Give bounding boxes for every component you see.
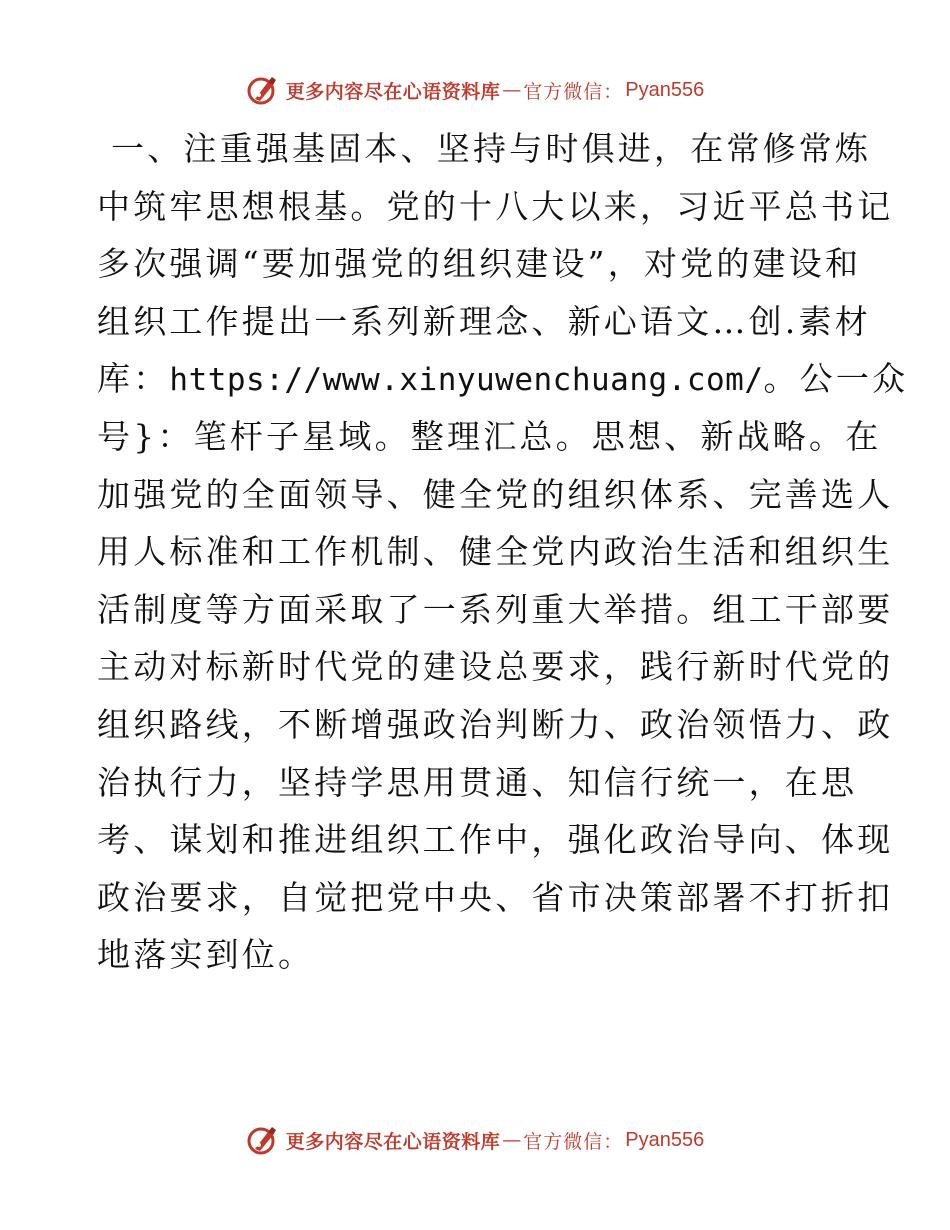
document-paragraph xyxy=(97,120,909,984)
paragraph-line: 中筑牢思想根基。党的十八大以来，习近平总书记 xyxy=(97,186,894,226)
paragraph-line: 多次强调“要加强党的组织建设”，对党的建设和 xyxy=(97,244,862,284)
banner-wechat-id: Pyan556 xyxy=(625,1128,705,1151)
banner-wechat-id: Pyan556 xyxy=(625,78,705,101)
paragraph-line: 组织工作提出一系列新理念、新心语文…创.素材 xyxy=(97,301,871,341)
banner-wechat-label: 官方微信： xyxy=(523,80,624,103)
paragraph-line: 一、注重强基固本、坚持与时俱进，在常修常炼 xyxy=(111,129,872,168)
paragraph-text: 。公一众 xyxy=(763,359,909,399)
banner-site-text: 更多内容尽在心语资料库 xyxy=(285,80,501,103)
paragraph-line: 地落实到位。 xyxy=(97,935,315,975)
paragraph-line: 号}：笔杆子星域。整理汇总。思想、新战略。在 xyxy=(97,416,882,456)
pen-nib-circle-icon xyxy=(246,1123,280,1157)
banner-site-text: 更多内容尽在心语资料库 xyxy=(285,1130,501,1153)
paragraph-line: 治执行力，坚持学思用贯通、知信行统一，在思 xyxy=(97,762,858,802)
paragraph-line: 活制度等方面采取了一系列重大举措。组工干部要 xyxy=(97,589,894,629)
paragraph-line: 用人标准和工作机制、健全党内政治生活和组织生 xyxy=(97,532,894,572)
paragraph-line: 组织路线，不断增强政治判断力、政治领悟力、政 xyxy=(97,704,894,744)
banner-wechat-label: 官方微信： xyxy=(523,1130,624,1153)
footer-banner xyxy=(0,1120,950,1160)
paragraph-line-url xyxy=(97,350,909,408)
paragraph-text: 库： xyxy=(97,359,170,399)
paragraph-line: 考、谋划和推进组织工作中，强化政治导向、体现 xyxy=(97,820,894,860)
paragraph-line: 加强党的全面领导、健全党的组织体系、完善选人 xyxy=(97,474,894,514)
paragraph-line: 政治要求，自觉把党中央、省市决策部署不打折扣 xyxy=(97,877,894,917)
website-link[interactable]: https://www.xinyuwenchuang.com/ xyxy=(169,362,764,399)
paragraph-line: 主动对标新时代党的建设总要求，践行新时代党的 xyxy=(97,647,894,687)
pen-nib-circle-icon xyxy=(246,73,280,107)
header-banner xyxy=(0,70,950,110)
banner-dash: — xyxy=(502,79,522,101)
banner-dash: — xyxy=(502,1129,522,1151)
